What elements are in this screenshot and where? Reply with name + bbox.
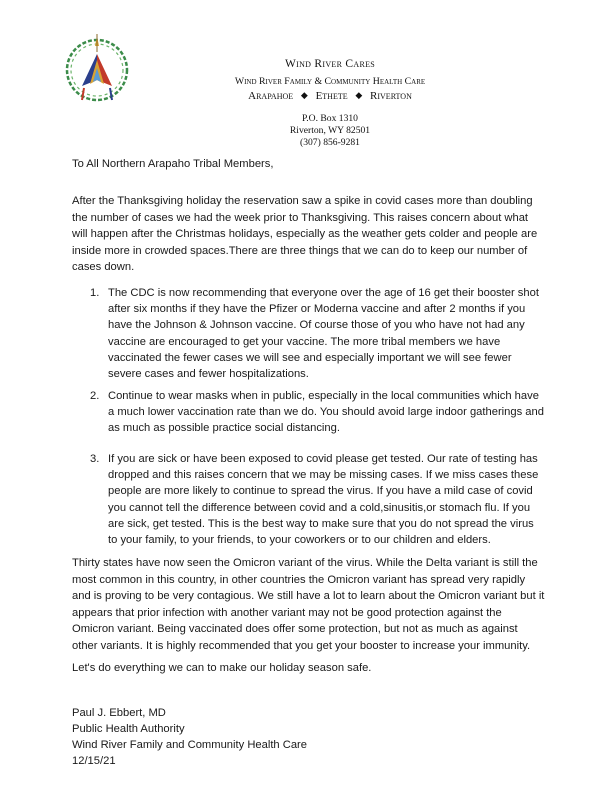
list-item-number: 2. <box>90 390 100 402</box>
organization-name: Wind River Cares <box>284 58 376 70</box>
location-list <box>170 90 490 103</box>
list-item-number: 3. <box>90 453 100 465</box>
signer-organization: Wind River Family and Community Health Care <box>72 739 308 751</box>
city-state-zip: Riverton, WY 82501 <box>289 125 371 136</box>
list-item-text: If you are sick or have been exposed to covid please get tested. Our rate of testing has dropped and this raises concern that we may be missing cases. If we miss cases these people are more likely to continue to spread the virus. If you have a mild case of covid you cannot tell the difference between covid and a cold,sinusitis,or stomach flu. If you are sick, get tested. This is the best way to make sure that you do not spread the virus to your family, to your friends, to your coworkers or to our children and elders. <box>108 453 539 547</box>
signer-title: Public Health Authority <box>72 723 185 735</box>
signer-name: Paul J. Ebbert, MD <box>72 707 166 719</box>
list-item <box>90 388 544 437</box>
eagle-feather-wreath-logo-icon <box>60 30 134 106</box>
diamond-separator-icon: ◆ <box>355 90 363 100</box>
omicron-paragraph: Thirty states have now seen the Omicron variant of the virus. While the Delta variant is still the most common in this country, in other countries the Omicron variant has spread very rapidly and is proving to be very contagious. We still have a lot to learn about the Omicron variant but it appears that prior infection with another variant may not be good protection against the Omicron variant. Being vaccinated does offer some protection, but not as much as against other variants. It is highly recommended that you get your booster to increase your immunity. <box>72 557 545 652</box>
signature-block <box>72 705 307 769</box>
list-item <box>90 285 544 382</box>
location-ethete: Ethete <box>315 90 348 102</box>
po-box: P.O. Box 1310 <box>302 113 358 124</box>
phone-number: (307) 856-9281 <box>300 137 360 148</box>
salutation: To All Northern Arapaho Tribal Members, <box>72 158 274 170</box>
intro-paragraph: After the Thanksgiving holiday the reservation saw a spike in covid cases more than doubling the number of cases we had the week prior to Thanksgiving. This raises concern about what will happen after the Christmas holidays, especially as the weather gets colder and people are inside more in crowded spaces.There are three things that we can do to keep our number of cases down. <box>72 195 538 273</box>
location-riverton: Riverton <box>370 90 412 102</box>
list-item-number: 1. <box>90 287 100 299</box>
organization-subtitle: Wind River Family & Community Health Care <box>234 76 426 87</box>
letter-date: 12/15/21 <box>72 755 116 767</box>
organization-logo <box>60 30 134 106</box>
list-item-text: Continue to wear masks when in public, especially in the local communities which have a much lower vaccination rate than we do. You should avoid large indoor gatherings and as much as possible practice social distancing. <box>108 390 544 435</box>
closing-paragraph: Let's do everything we can to make our holiday season safe. <box>72 662 372 674</box>
address-block <box>170 113 490 149</box>
letterhead <box>170 58 490 149</box>
list-item-text: The CDC is now recommending that everyone over the age of 16 get their booster shot after six months if they have the Pfizer or Moderna vaccine and after 2 months if you have the Johnson & Johnson vaccine. Of course those of you who have not had any vaccine are encouraged to get your vaccine. The more tribal members we have vaccinated the fewer cases we will see and especially important we will see fewer severe cases and fewer hospitalizations. <box>108 287 539 381</box>
list-item <box>90 451 544 548</box>
diamond-separator-icon: ◆ <box>300 90 308 100</box>
location-arapahoe: Arapahoe <box>248 90 294 102</box>
